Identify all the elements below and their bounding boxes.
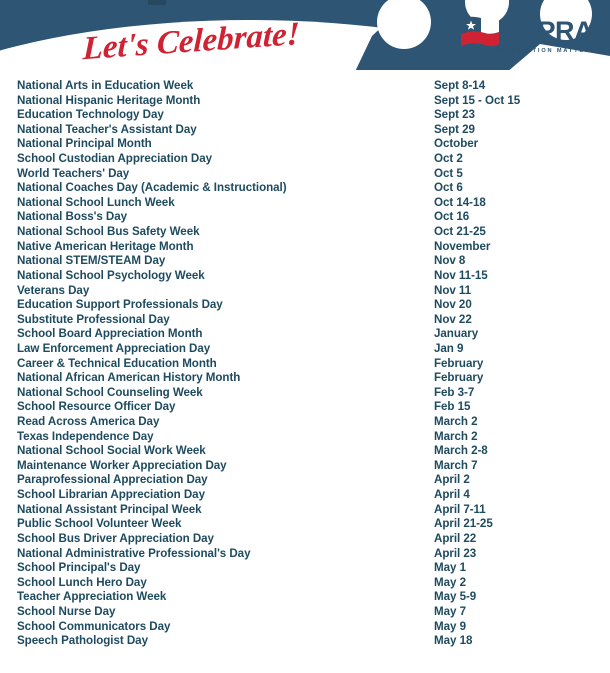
observance-name: National Teacher's Assistant Day <box>17 122 197 136</box>
list-item <box>0 488 610 503</box>
observance-date: February <box>434 356 484 370</box>
list-item <box>0 561 610 576</box>
list-item <box>0 605 610 620</box>
observance-name: National Principal Month <box>17 137 152 151</box>
observance-name: School Nurse Day <box>17 604 116 618</box>
observance-name: National Hispanic Heritage Month <box>17 93 201 107</box>
observance-name: National Boss's Day <box>17 210 128 224</box>
observance-date: May 1 <box>434 561 466 575</box>
observance-date: Jan 9 <box>434 341 464 355</box>
observance-name: National Administrative Professional's Day <box>17 546 251 560</box>
observance-date: Feb 15 <box>434 400 471 414</box>
observance-date: Feb 3-7 <box>434 385 475 399</box>
observance-date: Sept 23 <box>434 108 475 122</box>
list-item <box>0 210 610 225</box>
list-item <box>0 342 610 357</box>
list-item <box>0 269 610 284</box>
list-item <box>0 284 610 299</box>
observance-name: School Lunch Hero Day <box>17 575 147 589</box>
observance-name: Teacher Appreciation Week <box>17 590 167 604</box>
observance-date: Nov 20 <box>434 298 472 312</box>
observance-date: April 23 <box>434 546 477 560</box>
tspra-wordmark: TSPRA <box>504 16 594 46</box>
observance-name: School Custodian Appreciation Day <box>17 152 213 166</box>
observance-date: May 18 <box>434 634 473 648</box>
observance-date: Nov 22 <box>434 312 472 326</box>
list-item <box>0 620 610 635</box>
list-item <box>0 240 610 255</box>
observance-name: Texas Independence Day <box>17 429 154 443</box>
list-item <box>0 386 610 401</box>
observance-date: Oct 6 <box>434 181 463 195</box>
observance-date: February <box>434 371 484 385</box>
observance-name: School Librarian Appreciation Day <box>17 488 205 502</box>
observance-date: Nov 8 <box>434 254 466 268</box>
list-item <box>0 167 610 182</box>
observance-name: Paraprofessional Appreciation Day <box>17 473 208 487</box>
observance-name: Law Enforcement Appreciation Day <box>17 341 211 355</box>
list-item <box>0 123 610 138</box>
observance-name: National School Social Work Week <box>17 444 206 458</box>
header-accent-tab <box>148 0 166 5</box>
observance-name: Education Technology Day <box>17 108 164 122</box>
tspra-logo[interactable] <box>459 13 601 57</box>
observance-date: April 4 <box>434 488 470 502</box>
observance-date: May 2 <box>434 575 466 589</box>
list-item <box>0 444 610 459</box>
observance-date: Nov 11 <box>434 283 472 297</box>
tspra-tagline: COMMUNICATION MATTERS <box>481 48 597 54</box>
list-item <box>0 181 610 196</box>
observance-date: Oct 14-18 <box>434 195 486 209</box>
list-item <box>0 94 610 109</box>
observance-name: National School Counseling Week <box>17 385 203 399</box>
list-item <box>0 196 610 211</box>
observance-name: National Arts in Education Week <box>17 79 194 92</box>
list-item <box>0 415 610 430</box>
list-item <box>0 517 610 532</box>
observance-name: National School Psychology Week <box>17 268 205 282</box>
observance-date: April 2 <box>434 473 470 487</box>
list-item <box>0 225 610 240</box>
observance-date: April 7-11 <box>434 502 486 516</box>
list-item <box>0 400 610 415</box>
observance-name: Native American Heritage Month <box>17 239 194 253</box>
observance-date: Oct 16 <box>434 210 470 224</box>
observance-date: April 21-25 <box>434 517 493 531</box>
observance-date: March 7 <box>434 458 478 472</box>
observance-date: May 9 <box>434 619 466 633</box>
list-item <box>0 371 610 386</box>
observance-name: Read Across America Day <box>17 415 160 429</box>
observance-list <box>0 79 610 649</box>
observance-date: Sept 15 - Oct 15 <box>434 93 521 107</box>
observance-name: Maintenance Worker Appreciation Day <box>17 458 227 472</box>
observance-name: Education Support Professionals Day <box>17 298 223 312</box>
observance-name: School Bus Driver Appreciation Day <box>17 531 214 545</box>
observance-date: Oct 5 <box>434 166 463 180</box>
observance-date: October <box>434 137 479 151</box>
observance-name: Speech Pathologist Day <box>17 634 148 648</box>
observance-name: National School Bus Safety Week <box>17 225 200 239</box>
observance-date: April 22 <box>434 531 477 545</box>
list-item <box>0 547 610 562</box>
observance-date: Nov 11-15 <box>434 268 488 282</box>
list-item <box>0 79 610 94</box>
observance-name: Career & Technical Education Month <box>17 356 217 370</box>
observance-name: National STEM/STEAM Day <box>17 254 166 268</box>
list-item <box>0 430 610 445</box>
observance-name: National African American History Month <box>17 371 241 385</box>
list-item <box>0 532 610 547</box>
observance-name: Substitute Professional Day <box>17 312 170 326</box>
list-item <box>0 137 610 152</box>
observance-name: World Teachers' Day <box>17 166 130 180</box>
observance-name: National Assistant Principal Week <box>17 502 202 516</box>
list-item <box>0 327 610 342</box>
observance-date: May 5-9 <box>434 590 477 604</box>
observance-date: March 2-8 <box>434 444 488 458</box>
observance-name: School Principal's Day <box>17 561 141 575</box>
list-item <box>0 298 610 313</box>
list-item <box>0 459 610 474</box>
header-banner <box>0 0 610 78</box>
list-item <box>0 576 610 591</box>
list-item <box>0 503 610 518</box>
observance-date: March 2 <box>434 415 478 429</box>
observance-date: Sept 8-14 <box>434 79 486 92</box>
observance-date: Oct 21-25 <box>434 225 486 239</box>
list-item <box>0 590 610 605</box>
observance-date: January <box>434 327 479 341</box>
observance-name: National School Lunch Week <box>17 195 175 209</box>
lets-celebrate-text: Let's Celebrate! <box>82 16 301 68</box>
list-item <box>0 152 610 167</box>
observance-date: Sept 29 <box>434 122 475 136</box>
list-item <box>0 254 610 269</box>
observance-name: National Coaches Day (Academic & Instructional) <box>17 181 287 195</box>
texas-flag-icon <box>461 17 499 47</box>
list-item <box>0 473 610 488</box>
observance-name: School Resource Officer Day <box>17 400 176 414</box>
observance-name: Public School Volunteer Week <box>17 517 182 531</box>
observance-name: School Board Appreciation Month <box>17 327 203 341</box>
observance-name: Veterans Day <box>17 283 90 297</box>
list-item <box>0 357 610 372</box>
observance-date: November <box>434 239 491 253</box>
list-item <box>0 634 610 649</box>
observance-date: May 7 <box>434 604 466 618</box>
observance-date: Oct 2 <box>434 152 463 166</box>
list-item <box>0 108 610 123</box>
list-item <box>0 313 610 328</box>
observance-name: School Communicators Day <box>17 619 171 633</box>
observance-date: March 2 <box>434 429 478 443</box>
